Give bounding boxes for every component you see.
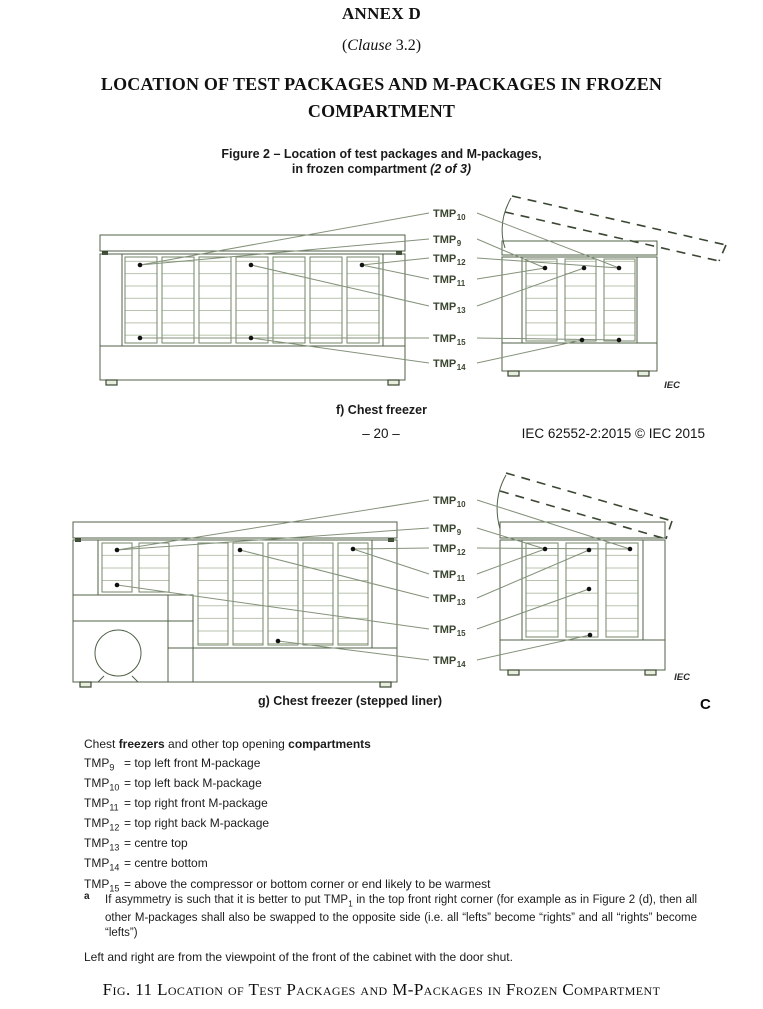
- page-title-line2: COMPARTMENT: [307, 101, 456, 121]
- tmp-label: $TMP_{12}$: [433, 543, 466, 557]
- figure-11-caption: Fig. 11 Location of Test Packages and M-Packages in Frozen Compartment: [102, 980, 661, 999]
- tmp-definition: $TMP_{12}$ = top right back M-package: [84, 816, 270, 833]
- tmp-label: $TMP_{13}$: [433, 301, 466, 315]
- tmp-label: $TMP_{15}$: [433, 624, 466, 638]
- compressor-alcove: [73, 621, 168, 682]
- iec-source-mark: IEC: [664, 380, 680, 391]
- subfigure-g-caption: g) Chest freezer (stepped liner): [257, 694, 443, 708]
- tmp-label: $TMP_{15}$: [433, 333, 466, 347]
- viewpoint-note: Left and right are from the viewpoint of the front of the cabinet with the door shut.: [84, 950, 513, 964]
- tmp-definition: $TMP_{10}$ = top left back M-package: [84, 776, 262, 793]
- package-stacks: [125, 257, 379, 343]
- tmp-label: $TMP_{14}$: [433, 655, 466, 669]
- package-stacks: [102, 543, 368, 645]
- tmp-label: $TMP_9$: [433, 523, 462, 537]
- figure-caption-line2: in frozen compartment (2 of 3): [291, 162, 472, 176]
- iec-source-mark: IEC: [674, 672, 690, 683]
- tmp-label: $TMP_{10}$: [433, 208, 466, 222]
- figure-f-diagram: [0, 188, 763, 400]
- tmp-label: $TMP_{14}$: [433, 358, 466, 372]
- footnote-a: [84, 893, 698, 941]
- figure-g-diagram: [0, 455, 763, 695]
- page-number: – 20 –: [362, 426, 400, 441]
- tmp-label: $TMP_{12}$: [433, 253, 466, 267]
- tmp-labels: [433, 208, 466, 372]
- package-stacks: [526, 543, 638, 637]
- tmp-label: $TMP_{11}$: [433, 569, 466, 583]
- stray-annotation-mark: C: [700, 696, 711, 713]
- compressor-circle: [95, 630, 141, 676]
- page-title-line1: LOCATION OF TEST PACKAGES AND M-PACKAGES IN FROZEN: [100, 74, 663, 94]
- figure-caption-line1: Figure 2 – Location of test packages and M-packages,: [221, 147, 542, 161]
- document-reference: IEC 62552-2:2015 © IEC 2015: [521, 426, 705, 441]
- chest-freezer-end-view: [502, 196, 726, 376]
- footnote-marker: a: [84, 891, 90, 902]
- footnote-text: If asymmetry is such that it is better to put $TMP_1$ in the top front right corner (for example as in Figure 2 (d), then all other M-packages shall also be swapped to the opposite side (i.e. all “lefts” become “rights” and all “rights” become “lefts”): [105, 894, 698, 940]
- tmp-definition: $TMP_{11}$ = top right front M-package: [84, 796, 268, 813]
- tmp-definition: $TMP_{15}$ = above the compressor or bottom corner or end likely to be warmest: [84, 877, 491, 894]
- stepped-freezer-front-view: [73, 522, 397, 687]
- legend-heading: Chest freezers and other top opening compartments: [84, 737, 371, 751]
- tmp-definition: $TMP_{13}$ = centre top: [84, 836, 188, 853]
- tmp-label: $TMP_{11}$: [433, 274, 466, 288]
- tmp-definition: $TMP_{14}$ = centre bottom: [84, 856, 208, 873]
- annex-title: ANNEX D: [341, 4, 422, 23]
- tmp-definition: $TMP_9$ = top left front M-package: [84, 756, 261, 773]
- tmp-label: $TMP_{10}$: [433, 495, 466, 509]
- subfigure-f-caption: f) Chest freezer: [336, 403, 427, 417]
- chest-freezer-front-view: [100, 235, 405, 385]
- tmp-labels: [433, 495, 466, 669]
- tmp-label: $TMP_9$: [433, 234, 462, 248]
- stepped-freezer-end-view: [497, 473, 672, 675]
- package-stacks: [526, 259, 635, 341]
- clause-reference: (Clause 3.2): [341, 37, 422, 54]
- tmp-label: $TMP_{13}$: [433, 593, 466, 607]
